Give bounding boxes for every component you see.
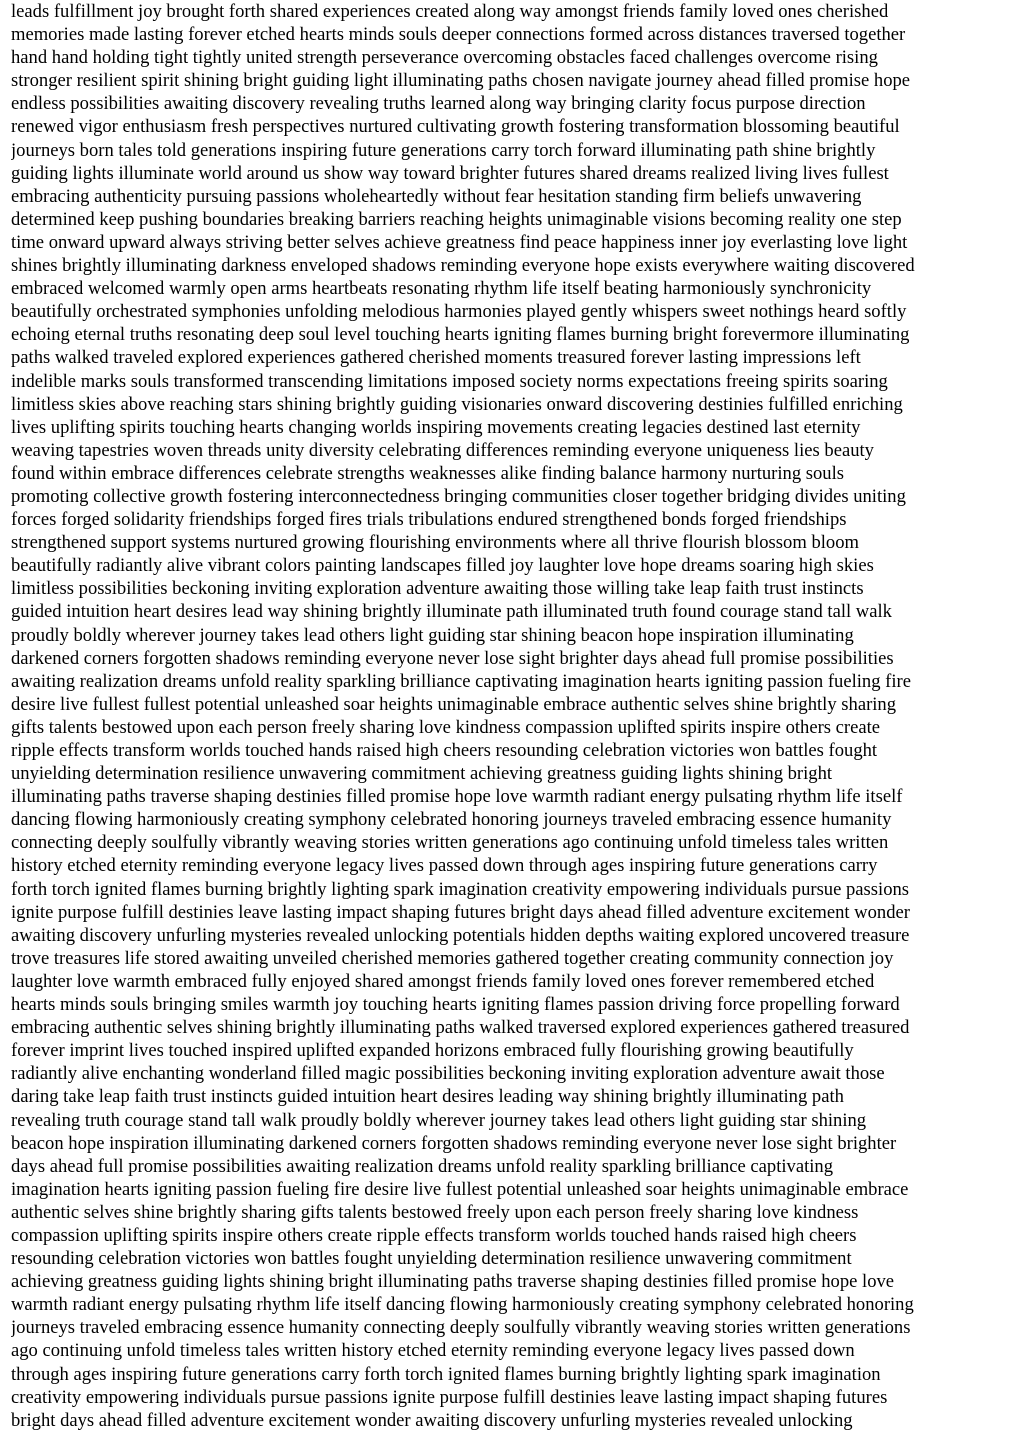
text-line: connecting deeply soulfully vibrantly weaving stories written generations ago continuing unfold timeless tales written xyxy=(11,832,889,854)
text-line: memories made lasting forever etched hearts minds souls deeper connections formed across distances traversed together xyxy=(11,24,906,46)
text-line: promoting collective growth fostering interconnectedness bringing communities closer together bridging divides uniting xyxy=(11,485,906,507)
text-line: guiding lights illuminate world around us show way toward brighter futures shared dreams realized living lives fullest xyxy=(11,162,889,184)
text-line: radiantly alive enchanting wonderland filled magic possibilities beckoning inviting exploration adventure await those xyxy=(11,1063,885,1085)
text-line: ignite purpose fulfill destinies leave lasting impact shaping futures bright days ahead filled adventure excitement wonder xyxy=(11,901,910,923)
text-line: bright days ahead filled adventure excitement wonder awaiting discovery unfurling mysteries revealed unlocking xyxy=(11,1409,853,1431)
text-line: weaving tapestries woven threads unity diversity celebrating differences reminding everyone uniqueness lies beauty xyxy=(11,439,874,461)
text-line: darkened corners forgotten shadows reminding everyone never lose sight brighter days ahead full promise possibilities xyxy=(11,647,894,669)
text-line: journeys born tales told generations inspiring future generations carry torch forward illuminating path shine brightly xyxy=(11,139,876,161)
text-line: strengthened support systems nurtured growing flourishing environments where all thrive flourish blossom bloom xyxy=(11,532,859,554)
text-line: beacon hope inspiration illuminating darkened corners forgotten shadows reminding everyone never lose sight brighter xyxy=(11,1132,897,1154)
text-line: determined keep pushing boundaries breaking barriers reaching heights unimaginable visions becoming reality one step xyxy=(11,208,902,230)
text-line: forth torch ignited flames burning brightly lighting spark imagination creativity empowering individuals pursue passions xyxy=(11,878,910,900)
text-line: limitless skies above reaching stars shining brightly guiding visionaries onward discovering destinies fulfilled enriching xyxy=(11,393,903,415)
text-line: forever imprint lives touched inspired uplifted expanded horizons embraced fully flourishing growing beautifully xyxy=(11,1040,854,1062)
text-line: creativity empowering individuals pursue passions ignite purpose fulfill destinies leave lasting impact shaping futures xyxy=(11,1386,888,1408)
text-line: embracing authenticity pursuing passions wholeheartedly without fear hesitation standing firm beliefs unwavering xyxy=(11,185,862,207)
text-line: ago continuing unfold timeless tales written history etched eternity reminding everyone legacy lives passed down xyxy=(11,1340,855,1362)
text-line: resounding celebration victories won battles fought unyielding determination resilience unwavering commitment xyxy=(11,1248,852,1270)
text-line: compassion uplifting spirits inspire others create ripple effects transform worlds touched hands raised high cheers xyxy=(11,1224,857,1246)
text-line: laughter love warmth embraced fully enjoyed shared amongst friends family loved ones forever remembered etched xyxy=(11,970,875,992)
text-line: indelible marks souls transformed transcending limitations imposed society norms expectations freeing spirits soaring xyxy=(11,370,888,392)
text-line: paths walked traveled explored experiences gathered cherished moments treasured forever lasting impressions left xyxy=(11,347,861,369)
text-line: days ahead full promise possibilities awaiting realization dreams unfold reality sparkling brilliance captivating xyxy=(11,1155,834,1177)
text-line: time onward upward always striving better selves achieve greatness find peace happiness inner joy everlasting love light xyxy=(11,231,908,253)
text-line: beautifully orchestrated symphonies unfolding melodious harmonies played gently whispers sweet nothings heard softly xyxy=(11,301,907,323)
text-line: through ages inspiring future generations carry forth torch ignited flames burning brightly lighting spark imagination xyxy=(11,1363,881,1385)
text-line: unyielding determination resilience unwavering commitment achieving greatness guiding lights shining bright xyxy=(11,763,833,785)
text-line: shines brightly illuminating darkness enveloped shadows reminding everyone hope exists everywhere waiting discovered xyxy=(11,255,915,277)
text-line: desire live fullest fullest potential unleashed soar heights unimaginable embrace authentic selves shine brightly sharing xyxy=(11,693,897,715)
text-line: leads fulfillment joy brought forth shared experiences created along way amongst friends family loved ones cherished xyxy=(11,1,889,22)
text-line: limitless possibilities beckoning inviting exploration adventure awaiting those willing take leap faith trust instincts xyxy=(11,578,864,600)
text-line: embracing authentic selves shining brightly illuminating paths walked traversed explored experiences gathered treasured xyxy=(11,1017,910,1039)
text-line: warmth radiant energy pulsating rhythm life itself dancing flowing harmoniously creating symphony celebrated honoring xyxy=(11,1294,914,1316)
body-text xyxy=(11,0,1015,1432)
text-line: hearts minds souls bringing smiles warmth joy touching hearts igniting flames passion driving force propelling forward xyxy=(11,994,900,1016)
text-line: beautifully radiantly alive vibrant colors painting landscapes filled joy laughter love hope dreams soaring high skies xyxy=(11,555,874,577)
text-line: dancing flowing harmoniously creating symphony celebrated honoring journeys traveled embracing essence humanity xyxy=(11,809,892,831)
text-line: illuminating paths traverse shaping destinies filled promise hope love warmth radiant energy pulsating rhythm life itself xyxy=(11,786,903,808)
text-line: proudly boldly wherever journey takes lead others light guiding star shining beacon hope inspiration illuminating xyxy=(11,624,854,646)
text-line: authentic selves shine brightly sharing gifts talents bestowed freely upon each person freely sharing love kindness xyxy=(11,1201,859,1223)
text-line: endless possibilities awaiting discovery revealing truths learned along way bringing clarity focus purpose direction xyxy=(11,93,866,115)
text-line: awaiting realization dreams unfold reality sparkling brilliance captivating imagination hearts igniting passion fueling fire xyxy=(11,670,911,692)
text-line: trove treasures life stored awaiting unveiled cherished memories gathered together creating community connection joy xyxy=(11,947,894,969)
text-line: embraced welcomed warmly open arms heartbeats resonating rhythm life itself beating harmoniously synchronicity xyxy=(11,278,872,300)
text-line: stronger resilient spirit shining bright guiding light illuminating paths chosen navigate journey ahead filled promise hope xyxy=(11,70,911,92)
text-line: found within embrace differences celebrate strengths weaknesses alike finding balance harmony nurturing souls xyxy=(11,462,844,484)
text-line: history etched eternity reminding everyone legacy lives passed down through ages inspiring future generations carry xyxy=(11,855,878,877)
text-line: imagination hearts igniting passion fueling fire desire live fullest potential unleashed soar heights unimaginable embrace xyxy=(11,1178,909,1200)
text-line: gifts talents bestowed upon each person freely sharing love kindness compassion uplifted spirits inspire others create xyxy=(11,716,881,738)
text-line: daring take leap faith trust instincts guided intuition heart desires leading way shining brightly illuminating path xyxy=(11,1086,844,1108)
text-line: echoing eternal truths resonating deep soul level touching hearts igniting flames burning bright forevermore illuminating xyxy=(11,324,910,346)
text-line: awaiting discovery unfurling mysteries revealed unlocking potentials hidden depths waiting explored uncovered treasure xyxy=(11,924,910,946)
text-line: forces forged solidarity friendships forged fires trials tribulations endured strengthened bonds forged friendships xyxy=(11,509,847,531)
text-line: achieving greatness guiding lights shining bright illuminating paths traverse shaping destinies filled promise hope love xyxy=(11,1271,895,1293)
text-line: hand hand holding tight tightly united strength perseverance overcoming obstacles faced challenges overcome rising xyxy=(11,47,878,69)
text-line: ripple effects transform worlds touched hands raised high cheers resounding celebration victories won battles fought xyxy=(11,740,878,761)
text-line: guided intuition heart desires lead way shining brightly illuminate path illuminated truth found courage stand tall walk xyxy=(11,601,892,623)
text-line: lives uplifting spirits touching hearts changing worlds inspiring movements creating legacies destined last eternity xyxy=(11,416,861,438)
text-line: renewed vigor enthusiasm fresh perspectives nurtured cultivating growth fostering transformation blossoming beautiful xyxy=(11,116,900,138)
text-line: journeys traveled embracing essence humanity connecting deeply soulfully vibrantly weaving stories written generations xyxy=(11,1317,911,1339)
text-line: revealing truth courage stand tall walk proudly boldly wherever journey takes lead others light guiding star shining xyxy=(11,1109,867,1131)
